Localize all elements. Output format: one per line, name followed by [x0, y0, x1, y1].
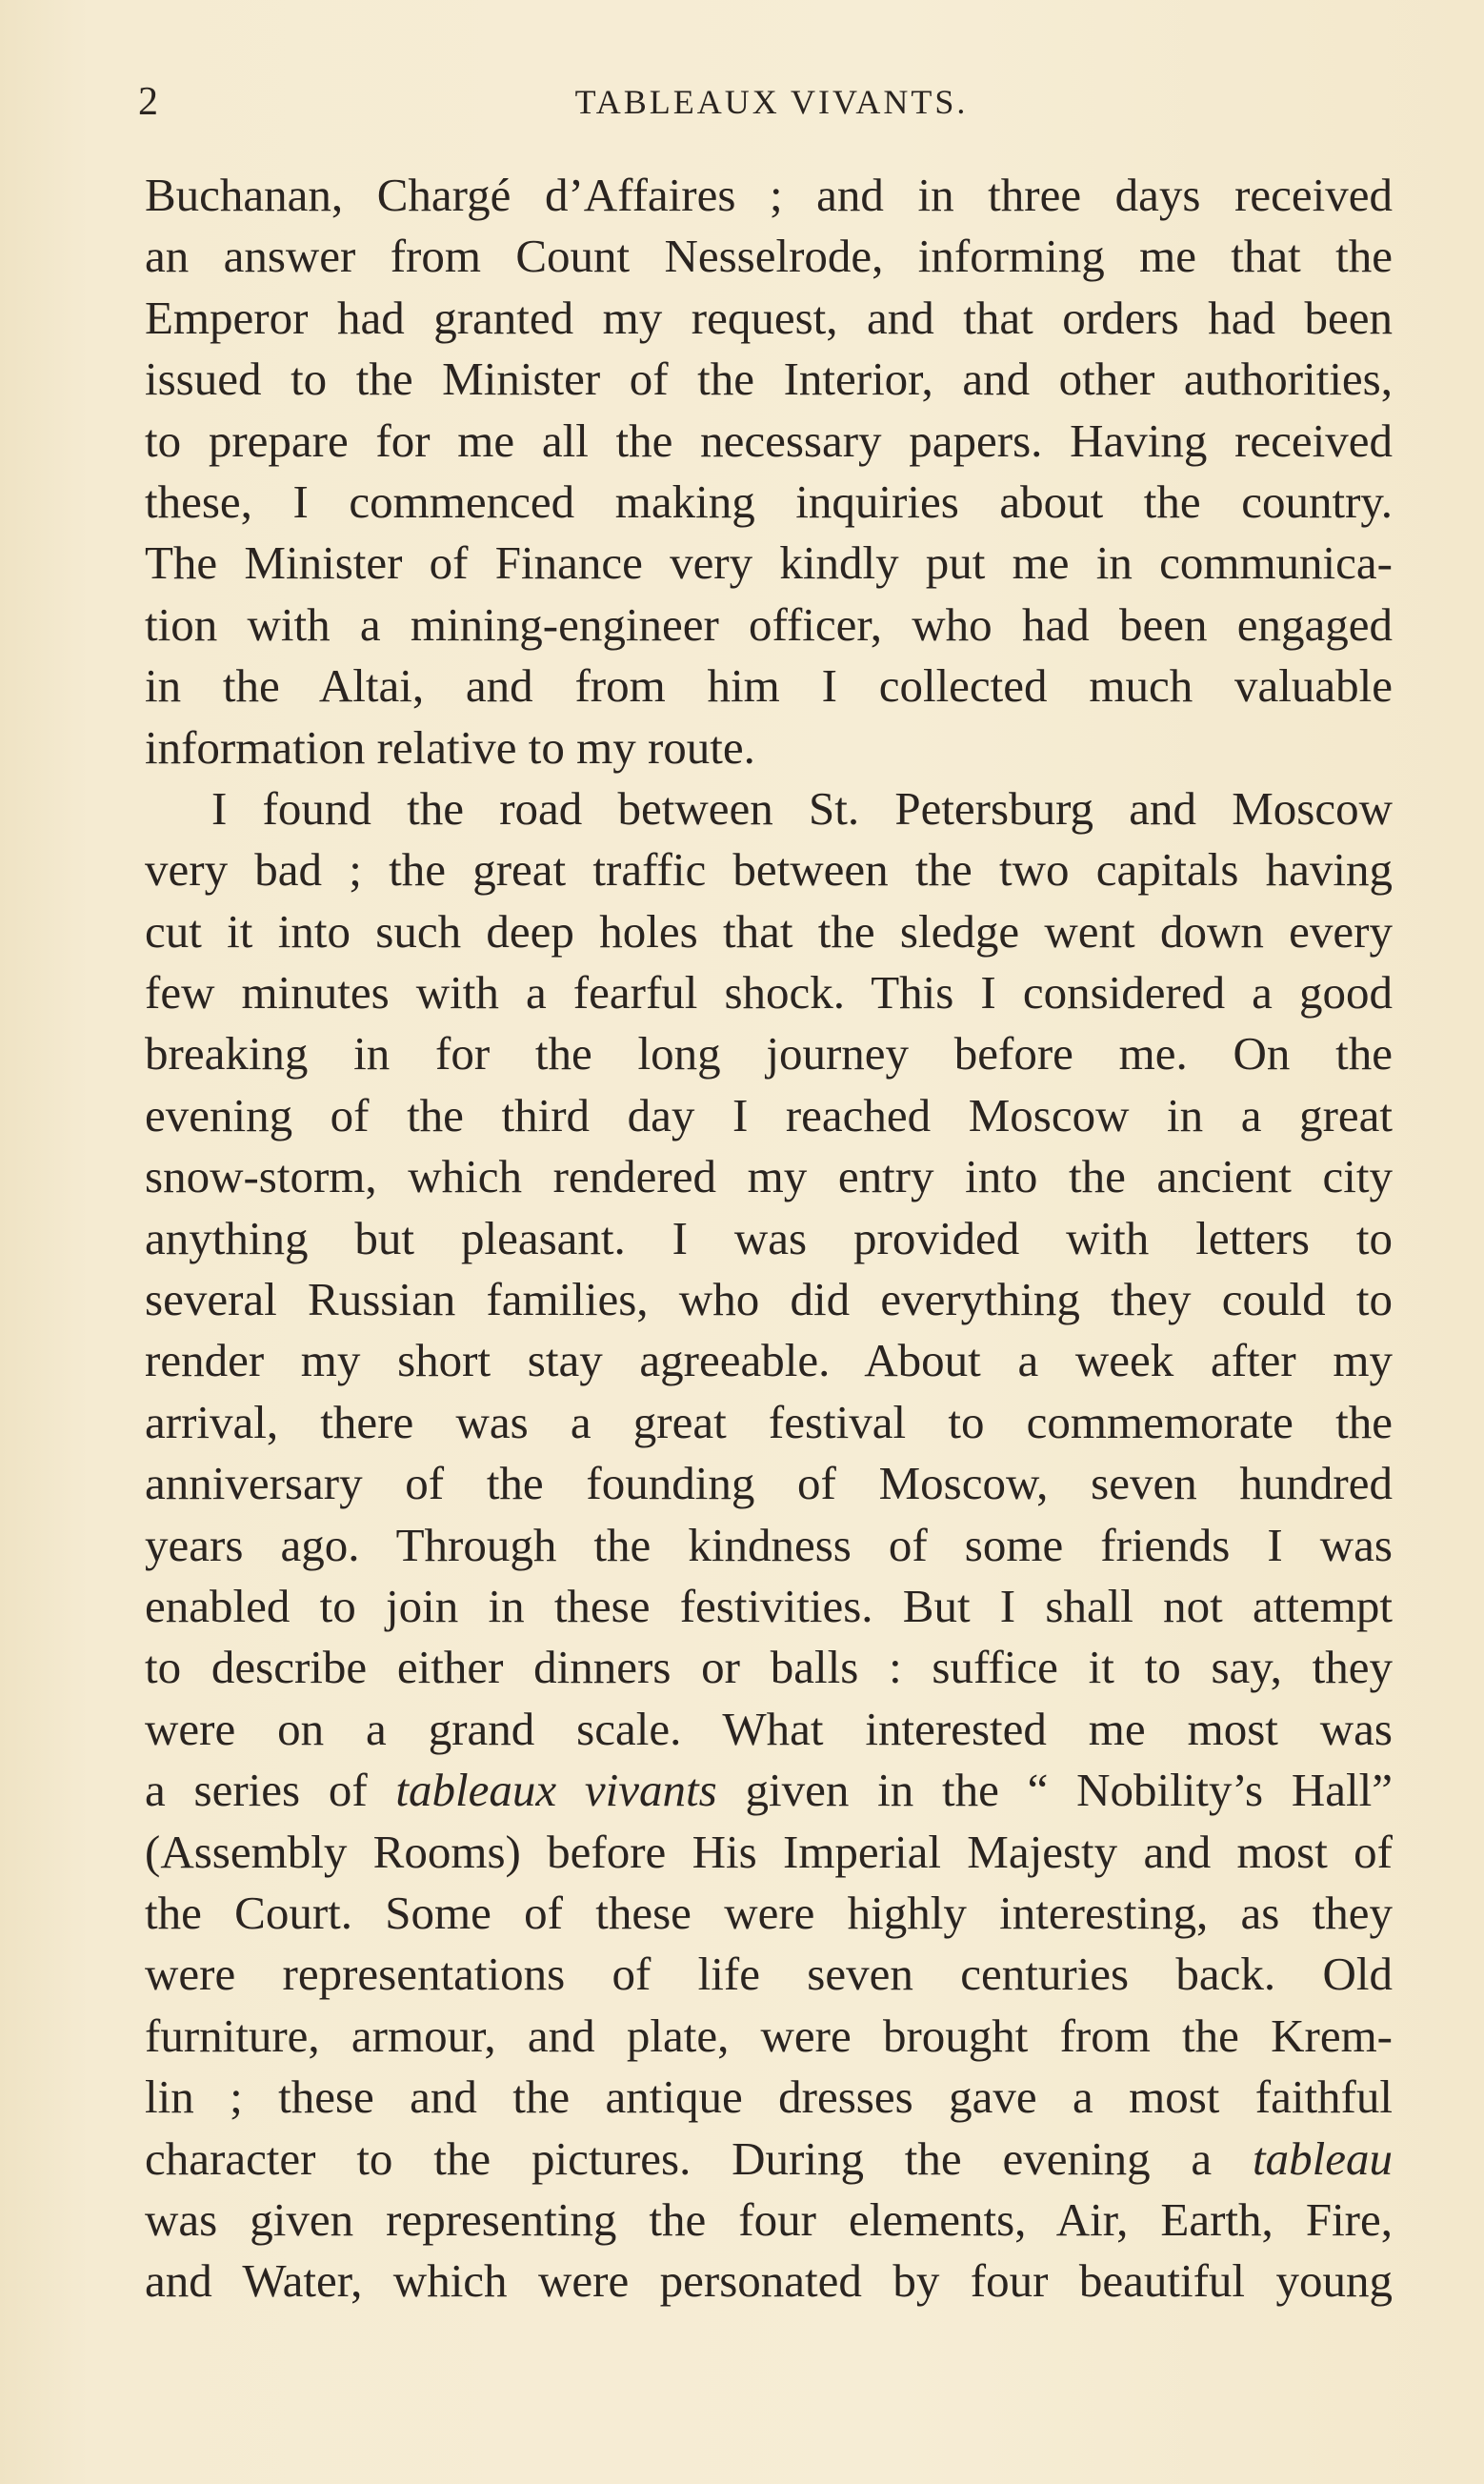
text-segment: The Minister of Finance very kindly put me in communica- [145, 536, 1393, 590]
text-segment: in the Altai, and from him I collected much valuable [145, 659, 1393, 713]
text-segment: tion with a mining-engineer officer, who had been engaged [145, 597, 1393, 651]
text-line [145, 2006, 1393, 2067]
text-line [145, 1023, 1393, 1084]
text-segment: anniversary of the founding of Moscow, seven hundred [145, 1457, 1393, 1510]
text-line [145, 533, 1393, 594]
text-segment: very bad ; the great traffic between the two capitals having [145, 843, 1393, 897]
page-number: 2 [138, 80, 158, 124]
text-line [145, 1146, 1393, 1207]
text-line [145, 2129, 1393, 2190]
italic-phrase: tableaux vivants [395, 1764, 717, 1817]
text-segment: these, I commenced making inquiries about the country. [145, 475, 1393, 528]
text-line [145, 1699, 1393, 1760]
text-segment: to prepare for me all the necessary papers. Having received [145, 414, 1393, 467]
text-line [145, 1085, 1393, 1146]
text-line [145, 962, 1393, 1023]
text-segment: were representations of life seven centuries back. Old [145, 1948, 1393, 2001]
text-segment: few minutes with a fearful shock. This I considered a good [145, 966, 1393, 1020]
text-line [145, 1822, 1393, 1883]
text-segment: furniture, armour, and plate, were brought from the Krem- [145, 2009, 1393, 2062]
text-segment: enabled to join in these festivities. But I shall not attempt [145, 1579, 1393, 1632]
text-line [145, 226, 1393, 287]
text-line [145, 1944, 1393, 2005]
text-line [145, 472, 1393, 533]
text-segment: to describe either dinners or balls : suffice it to say, they [145, 1641, 1393, 1694]
text-segment: (Assembly Rooms) before His Imperial Majesty and most of [145, 1825, 1393, 1878]
text-line [145, 2251, 1393, 2312]
text-segment: cut it into such deep holes that the sledge went down every [145, 904, 1393, 958]
text-segment: an answer from Count Nesselrode, informing me that the [145, 230, 1393, 283]
text-segment: Buchanan, Chargé d’Affaires ; and in three days received [145, 169, 1393, 221]
text-line [145, 1453, 1393, 1514]
text-line [145, 1760, 1393, 1821]
text-segment: breaking in for the long journey before me. On the [145, 1027, 1393, 1080]
text-segment: the Court. Some of these were highly interesting, as they [145, 1886, 1393, 1939]
text-line [145, 778, 1393, 839]
body-text [145, 165, 1393, 2312]
text-line [145, 1637, 1393, 1698]
text-line [145, 2067, 1393, 2128]
text-line [145, 1269, 1393, 1330]
text-segment: was given representing the four elements, Air, Earth, Fire, [145, 2192, 1393, 2246]
text-segment: render my short stay agreeable. About a week after my [145, 1334, 1393, 1387]
text-line [145, 165, 1393, 226]
text-segment: information relative to my route. [145, 720, 755, 774]
italic-phrase: tableau [1253, 2131, 1393, 2185]
text-segment: a series of [145, 1764, 396, 1817]
text-line [145, 656, 1393, 717]
text-line [145, 288, 1393, 349]
text-line [145, 901, 1393, 962]
text-segment: arrival, there was a great festival to commemorate the [145, 1395, 1393, 1448]
text-segment: issued to the Minister of the Interior, and other authorities, [145, 353, 1393, 406]
text-segment: anything but pleasant. I was provided with letters to [145, 1211, 1393, 1264]
text-line [145, 1576, 1393, 1637]
page-header [138, 78, 1405, 126]
text-segment: evening of the third day I reached Moscow in a great [145, 1088, 1393, 1141]
text-line [145, 1515, 1393, 1576]
text-segment: were on a grand scale. What interested me most was [145, 1702, 1393, 1755]
text-segment: given in the “ Nobility’s Hall” [716, 1764, 1393, 1817]
text-line [145, 349, 1393, 410]
text-line [145, 411, 1393, 472]
text-segment: several Russian families, who did everything they could to [145, 1273, 1393, 1326]
text-line [145, 595, 1393, 656]
text-segment: lin ; these and the antique dresses gave a most faithful [145, 2070, 1393, 2124]
text-segment: I found the road between St. Petersburg and Moscow [211, 781, 1393, 835]
text-segment: snow-storm, which rendered my entry into the ancient city [145, 1150, 1393, 1203]
text-line [145, 1392, 1393, 1453]
text-line [145, 717, 1393, 778]
text-line [145, 1208, 1393, 1269]
text-line [145, 1883, 1393, 1944]
text-segment: character to the pictures. During the evening a [145, 2131, 1253, 2185]
text-segment: and Water, which were personated by four beautiful young [145, 2254, 1393, 2308]
text-segment: years ago. Through the kindness of some friends I was [145, 1518, 1393, 1571]
text-line [145, 1330, 1393, 1391]
running-head: TABLEAUX VIVANTS. [574, 83, 969, 121]
text-segment: Emperor had granted my request, and that orders had been [145, 291, 1393, 344]
text-line [145, 2190, 1393, 2251]
text-line [145, 839, 1393, 900]
